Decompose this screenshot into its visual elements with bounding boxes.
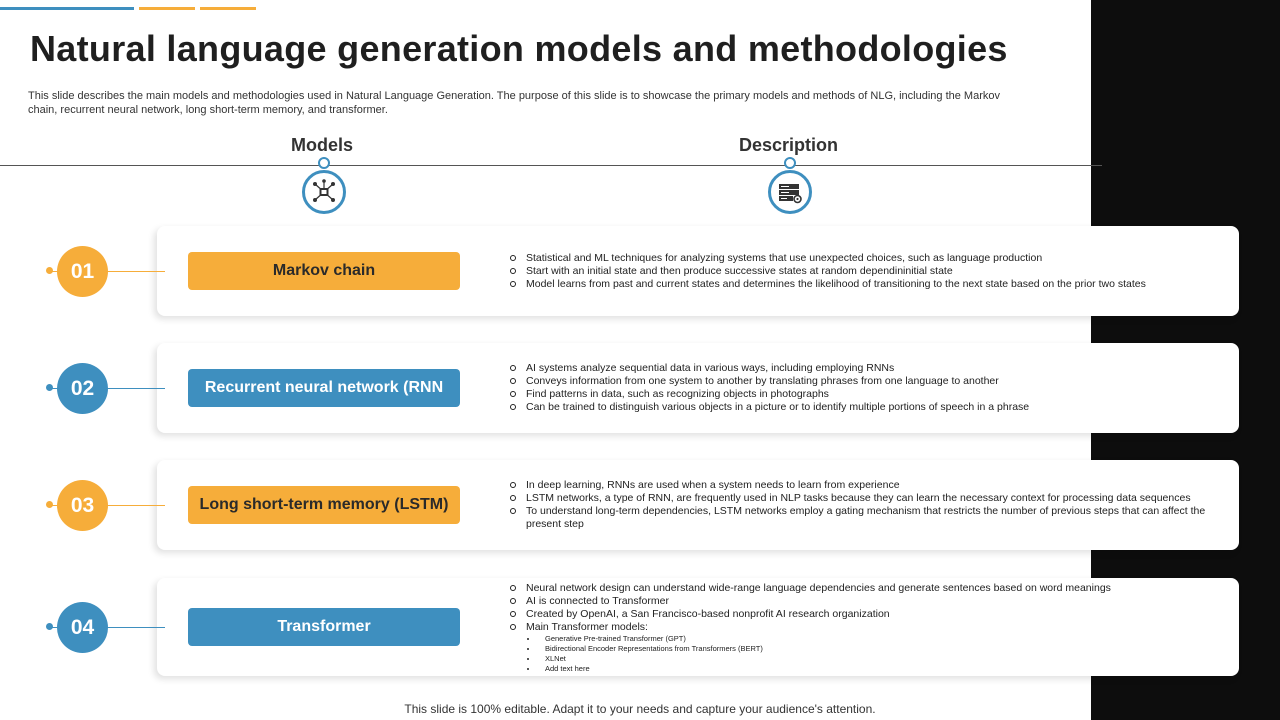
model-label-lstm: Long short-term memory (LSTM): [188, 486, 460, 524]
description-bullet: Created by OpenAI, a San Francisco-based nonprofit AI research organization: [509, 608, 1214, 621]
footer-note: This slide is 100% editable. Adapt it to your needs and capture your audience's attention.: [404, 702, 876, 716]
page-title: Natural language generation models and methodologies: [30, 28, 1008, 69]
sub-bullet: Bidirectional Encoder Representations from Transformers (BERT): [509, 644, 1214, 654]
models-connector-dot: [318, 157, 330, 169]
row-number: 01: [57, 246, 108, 297]
description-bullet: Can be trained to distinguish various objects in a picture or to identify multiple portions of speech in a phrase: [509, 401, 1214, 414]
row-number: 04: [57, 602, 108, 653]
model-description: [509, 582, 1214, 674]
model-description: [509, 479, 1214, 531]
description-bullet: Find patterns in data, such as recognizing objects in photographs: [509, 388, 1214, 401]
row-number: 02: [57, 363, 108, 414]
accent-bar-yellow-2: [200, 7, 256, 10]
description-bullet: LSTM networks, a type of RNN, are frequently used in NLP tasks because they can learn the necessary context for processing data sequences: [509, 492, 1214, 505]
models-header: Models: [291, 135, 354, 155]
row-number: 03: [57, 480, 108, 531]
description-bullet: Statistical and ML techniques for analyzing systems that use unexpected choices, such as language production: [509, 252, 1214, 265]
row-connector-dot: [46, 267, 53, 274]
row-connector-dot: [46, 384, 53, 391]
description-bullet: In deep learning, RNNs are used when a system needs to learn from experience: [509, 479, 1214, 492]
sub-bullet: XLNet: [509, 654, 1214, 664]
description-bullet: AI is connected to Transformer: [509, 595, 1214, 608]
sub-bullet: Generative Pre-trained Transformer (GPT): [509, 634, 1214, 644]
server-gear-icon: [768, 170, 812, 214]
model-description: [509, 362, 1214, 414]
row-connector-dot: [46, 501, 53, 508]
model-label-markov-chain: Markov chain: [188, 252, 460, 290]
page-subtitle: This slide describes the main models and methodologies used in Natural Language Generation. The purpose of this slide is to showcase the primary models and methods of NLG, including the Markov chain, recurrent neural network, long short-term memory, and transformer.: [28, 90, 1000, 116]
model-label-transformer: Transformer: [188, 608, 460, 646]
row-connector-dot: [46, 623, 53, 630]
accent-bar-yellow-1: [139, 7, 195, 10]
model-label-rnn: Recurrent neural network (RNN: [188, 369, 460, 407]
header-divider: [0, 165, 1102, 166]
description-bullet: To understand long-term dependencies, LSTM networks employ a gating mechanism that restricts the number of previous steps that can affect the present step: [509, 505, 1214, 531]
sub-bullet: Add text here: [509, 664, 1214, 674]
network-nodes-icon: [302, 170, 346, 214]
description-bullet: Model learns from past and current states and determines the likelihood of transitioning to the next state based on the prior two states: [509, 278, 1214, 291]
model-description: [509, 252, 1214, 291]
accent-bar-blue: [0, 7, 134, 10]
description-header: Description: [739, 135, 839, 155]
description-bullet: Main Transformer models:: [509, 621, 1214, 634]
description-bullet: Start with an initial state and then produce successive states at random dependininitial state: [509, 265, 1214, 278]
description-bullet: Neural network design can understand wide-range language dependencies and generate sentences based on word meanings: [509, 582, 1214, 595]
description-bullet: Conveys information from one system to another by translating phrases from one language to another: [509, 375, 1214, 388]
description-connector-dot: [784, 157, 796, 169]
description-bullet: AI systems analyze sequential data in various ways, including employing RNNs: [509, 362, 1214, 375]
